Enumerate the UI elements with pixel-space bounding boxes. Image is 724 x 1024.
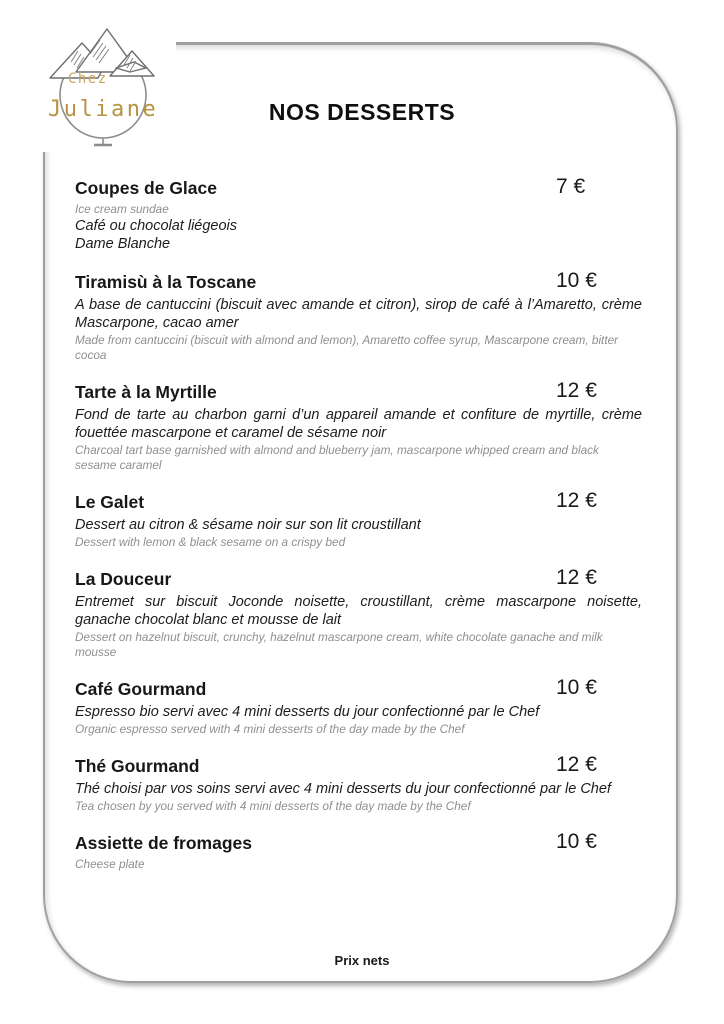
item-lines [75,593,642,660]
item-head [75,269,642,294]
item-head [75,676,642,701]
item-price: 10 € [556,269,597,292]
footer-note: Prix nets [334,953,390,968]
restaurant-logo [38,18,176,152]
item-price: 12 € [556,753,597,776]
item-description-en: Tea chosen by you served with 4 mini desserts of the day made by the Chef [75,799,471,813]
item-lines [75,780,642,814]
item-name: Tiramisù à la Toscane [75,272,257,292]
menu-item [75,269,642,363]
item-price: 12 € [556,379,597,402]
item-description-en: Made from cantuccini (biscuit with almond and lemon), Amaretto coffee syrup, Mascarpone cream, bitter cocoa [75,333,619,362]
menu-list [75,175,642,891]
item-lines [75,516,642,550]
item-name: Thé Gourmand [75,756,200,776]
item-description-fr: Dessert au citron & sésame noir sur son lit croustillant [75,517,421,533]
item-lines [75,857,642,872]
item-lines [75,703,642,737]
item-lines [75,406,642,473]
menu-item [75,753,642,814]
menu-item [75,175,642,253]
menu-item [75,566,642,660]
item-description-fr: A base de cantuccini (biscuit avec amande et citron), sirop de café à l’Amaretto, crème Mascarpone, cacao amer [75,297,642,331]
item-head [75,566,642,591]
menu-item [75,379,642,473]
item-description-en: Organic espresso served with 4 mini desserts of the day made by the Chef [75,722,465,736]
item-name: Assiette de fromages [75,833,253,853]
brand-name-line2: Juliane [48,97,159,122]
item-head [75,489,642,514]
item-description-fr: Entremet sur biscuit Joconde noisette, croustillant, crème mascarpone noisette, ganache chocolat blanc et mousse de lait [75,594,642,628]
item-name: La Douceur [75,569,172,589]
item-description-en: Cheese plate [75,857,145,871]
item-description-fr: Café ou chocolat liégeois [75,218,238,234]
item-price: 10 € [556,676,597,699]
brand-name-line1: Chez [68,71,108,87]
menu-item [75,676,642,737]
item-head [75,175,642,200]
item-description-en: Charcoal tart base garnished with almond and blueberry jam, mascarpone whipped cream and black sesame caramel [75,443,599,472]
item-head [75,379,642,404]
item-description-fr: Dame Blanche [75,236,171,252]
item-price: 10 € [556,830,597,853]
item-description-en: Dessert on hazelnut biscuit, crunchy, hazelnut mascarpone cream, white chocolate ganache and milk mousse [75,630,603,659]
item-description-en: Dessert with lemon & black sesame on a crispy bed [75,535,346,549]
item-description-fr: Thé choisi par vos soins servi avec 4 mini desserts du jour confectionné par le Chef [75,781,611,797]
item-description-en: Ice cream sundae [75,202,169,216]
logo-graphic [38,18,176,152]
item-name: Coupes de Glace [75,178,217,198]
item-price: 12 € [556,566,597,589]
item-lines [75,202,642,253]
item-name: Café Gourmand [75,679,207,699]
item-price: 12 € [556,489,597,512]
menu-item [75,830,642,872]
item-description-fr: Espresso bio servi avec 4 mini desserts du jour confectionné par le Chef [75,704,540,720]
menu-item [75,489,642,550]
item-name: Le Galet [75,492,145,512]
item-head [75,830,642,855]
item-lines [75,296,642,363]
page-title: NOS DESSERTS [268,99,456,125]
item-head [75,753,642,778]
item-price: 7 € [556,175,586,198]
item-description-fr: Fond de tarte au charbon garni d’un appareil amande et confiture de myrtille, crème fouettée mascarpone et caramel de sésame noir [75,407,642,441]
item-name: Tarte à la Myrtille [75,382,217,402]
